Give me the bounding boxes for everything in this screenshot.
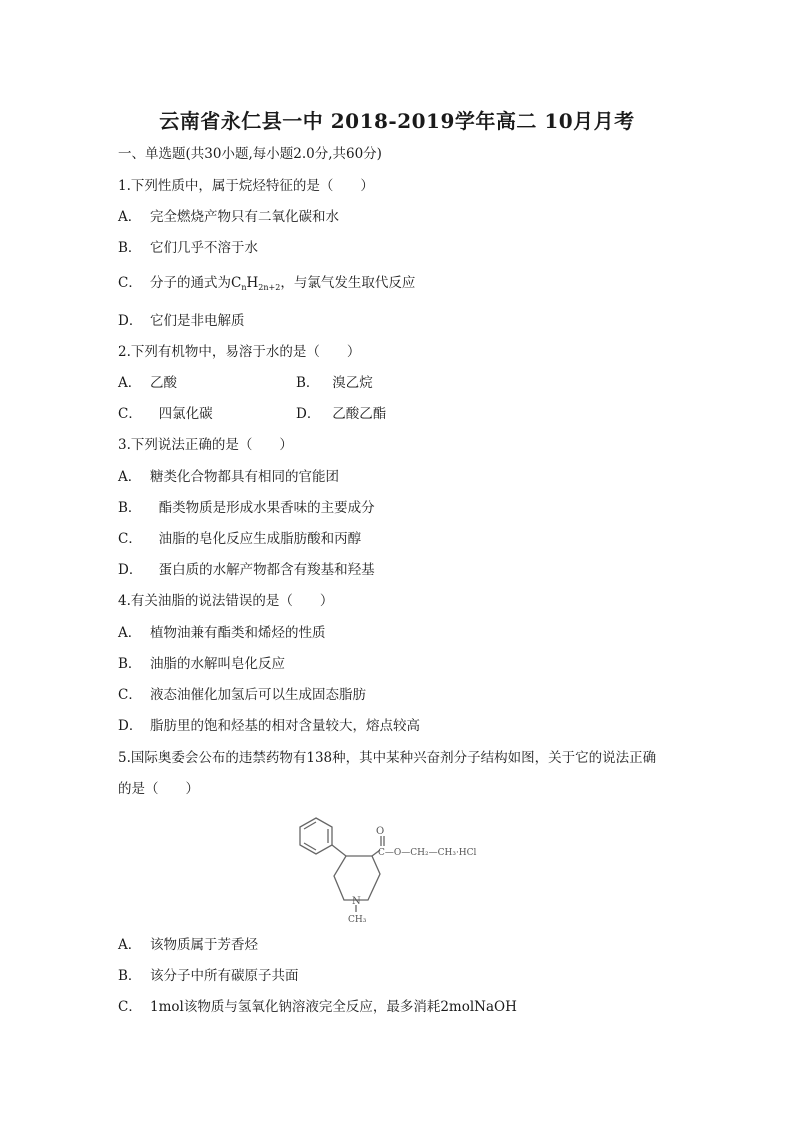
q1-option-a bbox=[118, 207, 339, 227]
option-text: 酯类物质是形成水果香味的主要成分 bbox=[158, 500, 375, 516]
option-label: A． bbox=[118, 209, 142, 225]
option-text: 脂肪里的饱和烃基的相对含量较大，熔点较高 bbox=[150, 718, 420, 734]
q3-option-c bbox=[118, 529, 361, 549]
q1-option-b bbox=[118, 238, 258, 258]
option-text: 液态油催化加氢后可以生成固态脂肪 bbox=[150, 687, 366, 703]
q4-option-c bbox=[118, 685, 366, 705]
q4-option-b bbox=[118, 654, 285, 674]
formula-sub-2n2: 2n+2 bbox=[258, 283, 281, 292]
option-label: A． bbox=[118, 625, 142, 641]
option-label: B． bbox=[296, 375, 320, 391]
option-label: B． bbox=[118, 240, 142, 256]
option-label: C． bbox=[118, 999, 142, 1015]
carbonyl-oxygen: O bbox=[376, 826, 385, 837]
option-text: 四氯化碳 bbox=[158, 406, 213, 422]
q2-options-cd bbox=[118, 404, 518, 424]
option-text: 1mol该物质与氢氧化钠溶液完全反应，最多消耗2molNaOH bbox=[150, 999, 517, 1015]
q4-option-d bbox=[118, 716, 420, 736]
option-text: 该物质属于芳香烃 bbox=[150, 937, 258, 953]
q1-option-c bbox=[118, 273, 415, 298]
section-heading: 一、单选题(共30小题,每小题2.0分,共60分) bbox=[118, 146, 382, 162]
molecule-structure bbox=[292, 812, 512, 924]
q5-option-b bbox=[118, 966, 299, 986]
q3-option-a bbox=[118, 467, 339, 487]
option-label: D． bbox=[296, 406, 321, 422]
option-text: 它们是非电解质 bbox=[150, 313, 245, 329]
option-text: 分子的通式为 bbox=[150, 275, 231, 291]
option-label: D． bbox=[118, 562, 143, 578]
option-text: 蛋白质的水解产物都含有羧基和羟基 bbox=[158, 562, 375, 578]
option-text: 油脂的皂化反应生成脂肪酸和丙醇 bbox=[158, 531, 362, 547]
option-label: C． bbox=[118, 687, 142, 703]
option-text: 乙酸 bbox=[150, 375, 177, 391]
q2-stem: 2.下列有机物中，易溶于水的是（ ） bbox=[118, 344, 361, 360]
n-methyl: CH₃ bbox=[348, 915, 367, 924]
formula-sub-n: n bbox=[241, 283, 247, 292]
option-text: ，与氯气发生取代反应 bbox=[280, 275, 416, 291]
option-label: B． bbox=[118, 656, 142, 672]
option-text: 油脂的水解叫皂化反应 bbox=[150, 656, 285, 672]
ring-nitrogen: N bbox=[352, 896, 361, 907]
q5-option-a bbox=[118, 935, 258, 955]
formula-h: H bbox=[246, 275, 259, 291]
option-label: C． bbox=[118, 531, 142, 547]
option-label: A． bbox=[118, 469, 142, 485]
option-text: 它们几乎不溶于水 bbox=[150, 240, 258, 256]
q5-stem-line2: 的是（ ） bbox=[118, 781, 199, 797]
q1-stem: 1.下列性质中，属于烷烃特征的是（ ） bbox=[118, 178, 374, 194]
q3-option-d bbox=[118, 560, 375, 580]
q5-stem-line1: 5.国际奥委会公布的违禁药物有138种，其中某种兴奋剂分子结构如图，关于它的说法正确 bbox=[118, 750, 657, 766]
benzene-ring bbox=[300, 818, 332, 854]
q3-stem: 3.下列说法正确的是（ ） bbox=[118, 437, 293, 453]
option-label: A． bbox=[118, 375, 142, 391]
q2-options-ab bbox=[118, 373, 518, 393]
option-text: 乙酸乙酯 bbox=[332, 406, 387, 422]
option-label: D． bbox=[118, 718, 143, 734]
q1-option-d bbox=[118, 311, 245, 331]
option-text: 完全燃烧产物只有二氧化碳和水 bbox=[150, 209, 339, 225]
formula-c: C bbox=[231, 275, 242, 291]
option-text: 植物油兼有酯类和烯烃的性质 bbox=[150, 625, 326, 641]
q4-option-a bbox=[118, 623, 326, 643]
ester-chain: C—O—CH₂—CH₃·HCl bbox=[378, 848, 477, 858]
option-label: A． bbox=[118, 937, 142, 953]
q4-stem: 4.有关油脂的说法错误的是（ ） bbox=[118, 593, 334, 609]
option-text: 该分子中所有碳原子共面 bbox=[150, 968, 299, 984]
option-text: 糖类化合物都具有相同的官能团 bbox=[150, 469, 339, 485]
piperidine-ring bbox=[334, 856, 380, 900]
option-text: 溴乙烷 bbox=[332, 375, 373, 391]
option-label: C． bbox=[118, 406, 142, 422]
q5-option-c bbox=[118, 997, 517, 1017]
option-label: D． bbox=[118, 313, 143, 329]
option-label: B． bbox=[118, 968, 142, 984]
page-title: 云南省永仁县一中 2018-2019学年高二 10月月考 bbox=[159, 109, 635, 133]
option-label: C． bbox=[118, 275, 142, 291]
q3-option-b bbox=[118, 498, 375, 518]
option-label: B． bbox=[118, 500, 142, 516]
